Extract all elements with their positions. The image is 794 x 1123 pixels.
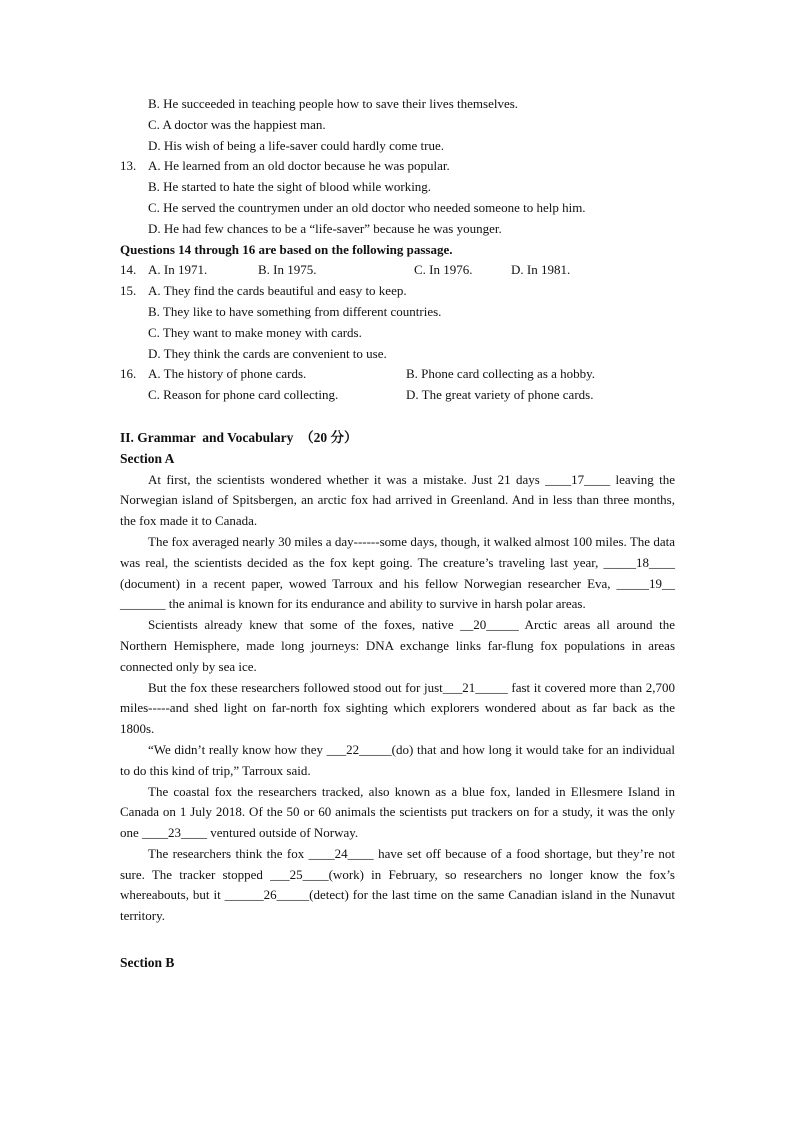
option-a: A. In 1971. [148, 262, 208, 278]
passage-paragraph: “We didn’t really know how they ___22_____(do) that and how long it would take for an individual to do this kind of trip,” Tarroux said. [120, 741, 675, 778]
option-text: C. A doctor was the happiest man. [148, 116, 326, 132]
question-number: 16. [120, 366, 137, 382]
option-text: A. They find the cards beautiful and easy to keep. [148, 283, 407, 299]
passage-paragraph: At first, the scientists wondered whether it was a mistake. Just 21 days ____17____ leaving the Norwegian island of Spitsbergen, an arctic fox had arrived in Greenland. And in less than three months, the fox made it to Canada. [120, 471, 675, 529]
passage-paragraph: The researchers think the fox ____24____ have set off because of a food shortage, but they’re not sure. The tracker stopped ___25____(work) in February, so researchers no longer know the fox’s whereabouts, but it ______26_____(detect) for the last time on the same Canadian island in the Nunavut territory. [120, 845, 675, 924]
section-a-heading: Section A [120, 450, 175, 466]
option-text: B. He succeeded in teaching people how to save their lives themselves. [148, 96, 519, 111]
worksheet-page [120, 94, 675, 974]
question-line [120, 344, 675, 365]
section-heading: II. Grammar and Vocabulary （20 分） [120, 429, 358, 445]
option-d: D. The great variety of phone cards. [406, 387, 594, 403]
passage-intro: Questions 14 through 16 are based on the following passage. [120, 241, 453, 257]
passage-paragraph: The fox averaged nearly 30 miles a day------some days, though, it walked almost 100 miles. The data was real, the scientists decided as the fox kept going. The creature’s traveling last year, _____18____ (document) in a recent paper, wowed Tarroux and his fellow Norwegian researcher Eva, _____19__ _______ the animal is known for its endurance and ability to survive in harsh polar areas. [120, 533, 675, 612]
option-text: B. He started to hate the sight of blood while working. [148, 179, 432, 195]
question-line [120, 302, 675, 323]
question-line [120, 94, 675, 115]
question-line [120, 156, 675, 177]
option-text: C. They want to make money with cards. [148, 324, 362, 340]
passage-paragraph: Scientists already knew that some of the foxes, native __20_____ Arctic areas all around the Northern Hemisphere, made long journeys: DNA exchange links far-flung fox populations in areas connected only by sea ice. [120, 617, 675, 674]
question-line [120, 281, 675, 302]
option-b: B. In 1975. [258, 262, 317, 278]
question-line [120, 136, 675, 157]
section-b-heading: Section B [120, 955, 175, 971]
question-line [120, 177, 675, 198]
option-c: C. In 1976. [414, 262, 473, 278]
question-14 [120, 260, 675, 281]
option-text: D. His wish of being a life-saver could hardly come true. [148, 137, 445, 153]
option-b: B. Phone card collecting as a hobby. [406, 366, 596, 382]
question-16-row2 [120, 385, 675, 406]
option-a: A. The history of phone cards. [148, 366, 307, 382]
question-number: 14. [120, 262, 137, 278]
option-text: D. He had few chances to be a “life-saver” because he was younger. [148, 220, 502, 236]
question-line [120, 198, 675, 219]
passage-paragraph: But the fox these researchers followed stood out for just___21_____ fast it covered more than 2,700 miles-----and shed light on far-north fox sighting which explorers wondered about as far back as the 1800s. [120, 679, 675, 737]
question-line [120, 115, 675, 136]
question-number: 15. [120, 283, 137, 299]
question-number: 13. [120, 158, 137, 174]
option-text: A. He learned from an old doctor because he was popular. [148, 158, 450, 174]
option-text: C. He served the countrymen under an old doctor who needed someone to help him. [148, 199, 586, 215]
option-c: C. Reason for phone card collecting. [148, 387, 339, 403]
question-16 [120, 364, 675, 385]
question-line [120, 219, 675, 240]
option-text: B. They like to have something from different countries. [148, 303, 442, 319]
passage-paragraph: The coastal fox the researchers tracked, also known as a blue fox, landed in Ellesmere Island in Canada on 1 July 2018. Of the 50 or 60 animals the scientists put trackers on for a study, it was the only one ____23____ ventured outside of Norway. [120, 783, 675, 841]
option-d: D. In 1981. [511, 262, 571, 278]
option-text: D. They think the cards are convenient to use. [148, 345, 387, 361]
question-line [120, 323, 675, 344]
